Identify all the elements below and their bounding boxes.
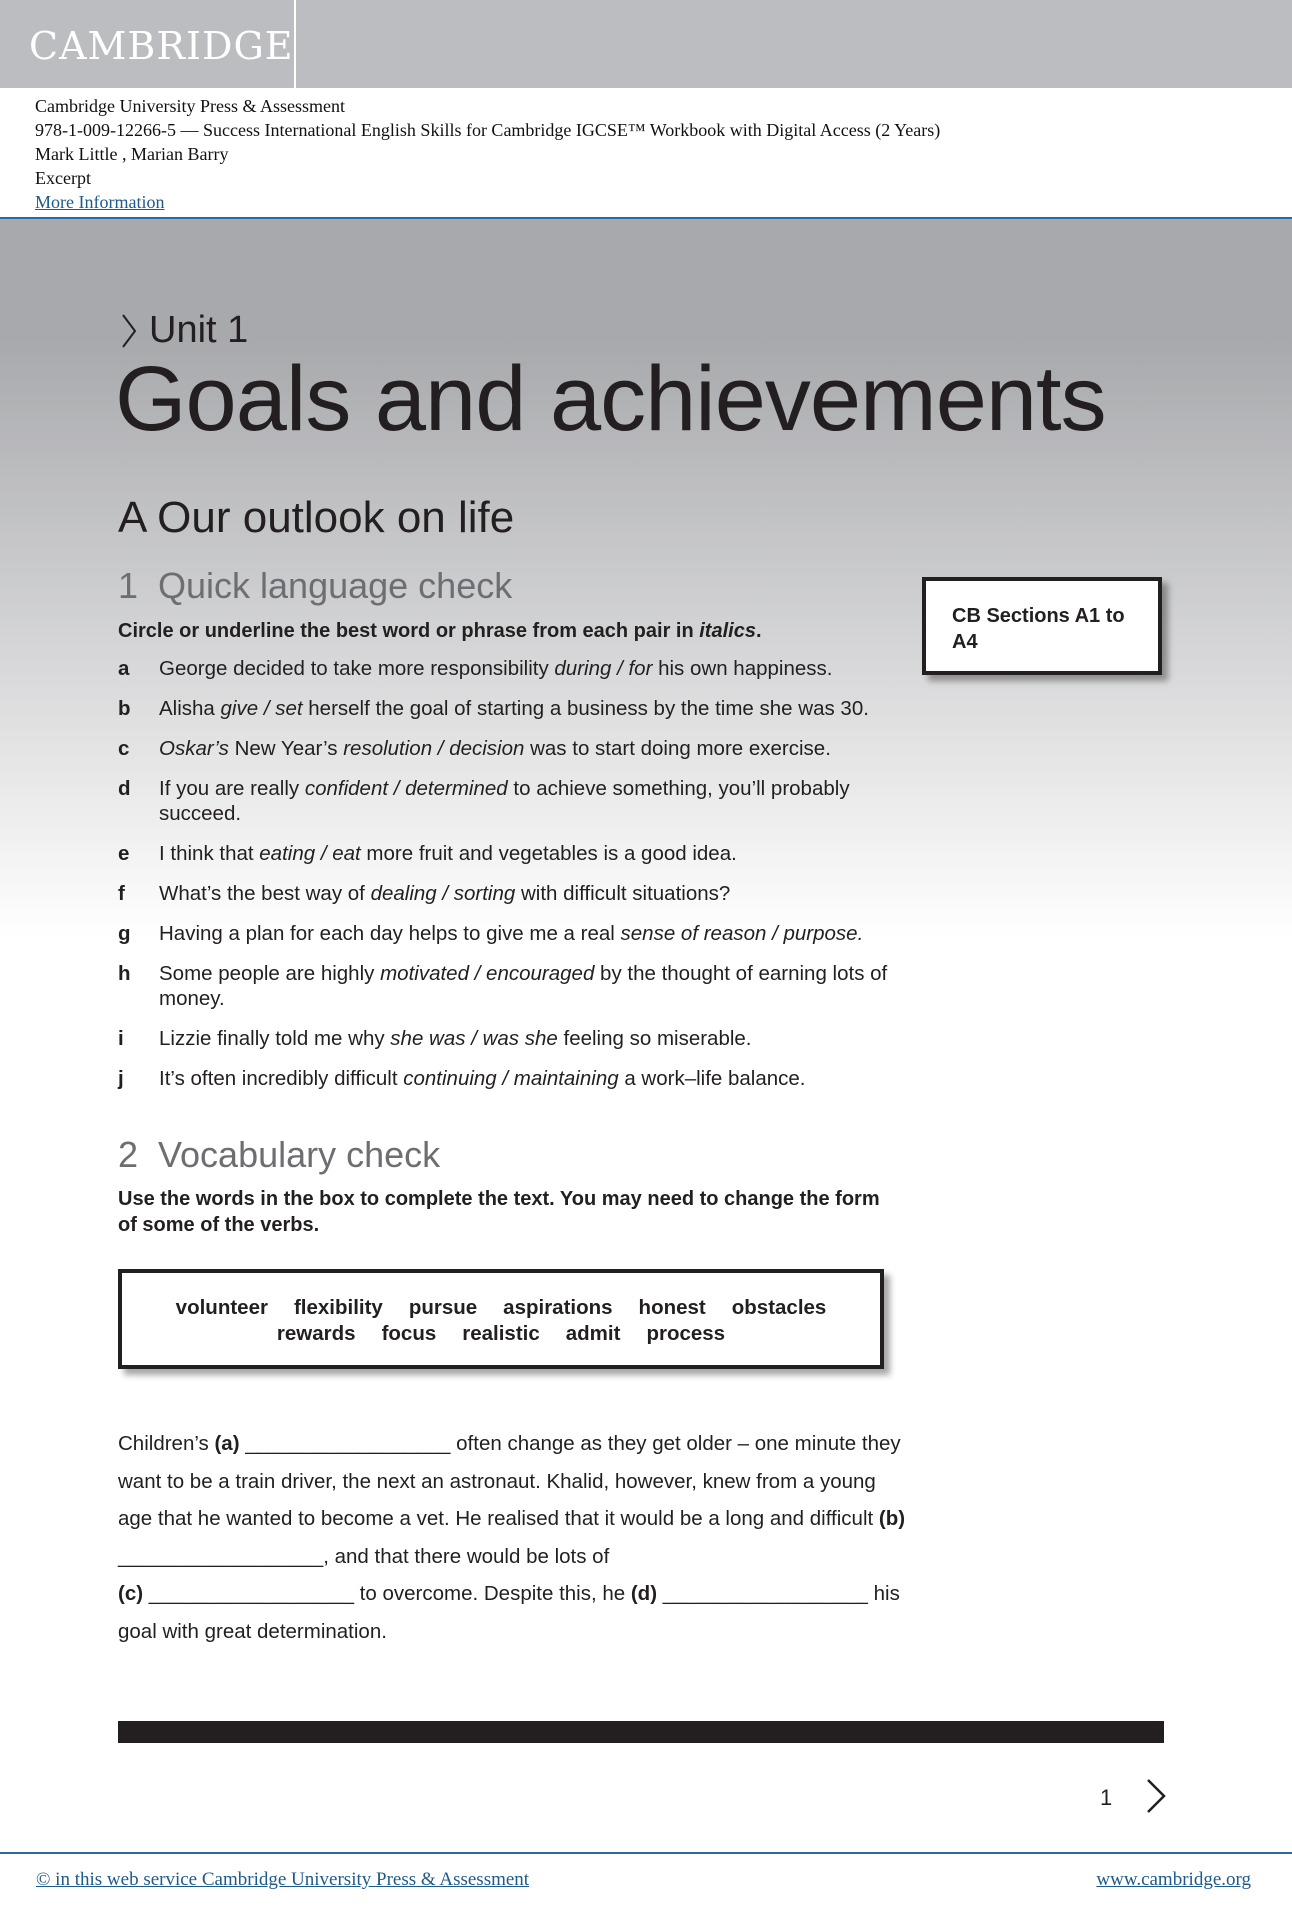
brand-divider [294,0,296,88]
list-item: a George decided to take more responsibility during / for his own happiness. [118,657,833,680]
list-item: b Alisha give / set herself the goal of starting a business by the time she was 30. [118,697,869,720]
exercise-1-items [118,656,898,1106]
list-item: g Having a plan for each day helps to give me a real sense of reason / purpose. [118,922,864,945]
page-bottom-bar [118,1721,1164,1743]
list-item: e I think that eating / eat more fruit and vegetables is a good idea. [118,842,737,865]
page-number: 1 [1100,1785,1113,1810]
word: volunteer [175,1296,268,1319]
word-row-2 [122,1321,880,1347]
publisher: Cambridge University Press & Assessment [35,96,345,116]
list-item: j It’s often incredibly difficult continuing / maintaining a work–life balance. [118,1067,806,1090]
word-box [118,1269,884,1369]
cb-sections-callout: CB Sections A1 to A4 [922,577,1162,675]
list-item: d If you are really confident / determined to achieve something, you’ll probably succeed. [118,777,850,825]
exercise-2-instruction: Use the words in the box to complete the text. You may need to change the form of some of the verbs. [118,1188,880,1236]
isbn-title: 978-1-009-12266-5 — Success International English Skills for Cambridge IGCSE™ Workbook with Digital Access (2 Years) [35,120,941,140]
exercise-1-heading: 1 Quick language check [118,565,513,606]
footer-divider [0,1852,1292,1854]
unit-label [117,309,248,352]
word: honest [638,1296,706,1319]
word: obstacles [731,1296,827,1319]
word: process [646,1322,726,1345]
next-page-icon[interactable] [1144,1777,1168,1815]
exercise-2-heading: 2 Vocabulary check [118,1134,441,1175]
section-title: A Our outlook on life [118,493,515,542]
brand-bar [0,0,1292,88]
word: flexibility [293,1296,383,1319]
word: focus [381,1322,437,1345]
copyright-link[interactable]: © in this web service Cambridge University Press & Assessment [36,1869,530,1890]
list-item: h Some people are highly motivated / encouraged by the thought of earning lots of money. [118,962,888,1010]
word-row-1 [122,1295,880,1321]
excerpt-label: Excerpt [35,168,91,188]
word: aspirations [503,1296,613,1319]
word: pursue [408,1296,478,1319]
list-item: f What’s the best way of dealing / sorting with difficult situations? [118,882,731,905]
authors: Mark Little , Marian Barry [35,144,229,164]
more-information-link[interactable]: More Information [35,192,165,212]
list-item: i Lizzie finally told me why she was / was she feeling so miserable. [118,1027,752,1050]
word: realistic [462,1322,540,1345]
chevron-right-icon [117,311,143,351]
word: rewards [276,1322,356,1345]
exercise-1-instruction: Circle or underline the best word or phrase from each pair in italics. [118,620,762,642]
cambridge-website-link[interactable]: www.cambridge.org [1096,1869,1251,1890]
cloze-passage: Children’s (a) __________________ often change as they get older – one minute they want to be a train driver, the next an astronaut. Khalid, however, knew from a young age that he wanted to become a vet. He realised that it would be a long and difficult (b) __________________, and that there would be lots of (c) __________________ to overcome. Despite this, he (d) __________________ his goal with great determination. [118,1432,906,1643]
word: admit [565,1322,621,1345]
cambridge-logo: CAMBRIDGE [29,24,294,68]
workbook-page [0,219,1292,1851]
book-meta [35,94,940,214]
unit-number: Unit 1 [149,309,249,351]
unit-title: Goals and achievements [115,348,1106,450]
list-item: c Oskar’s New Year’s resolution / decision was to start doing more exercise. [118,737,831,760]
